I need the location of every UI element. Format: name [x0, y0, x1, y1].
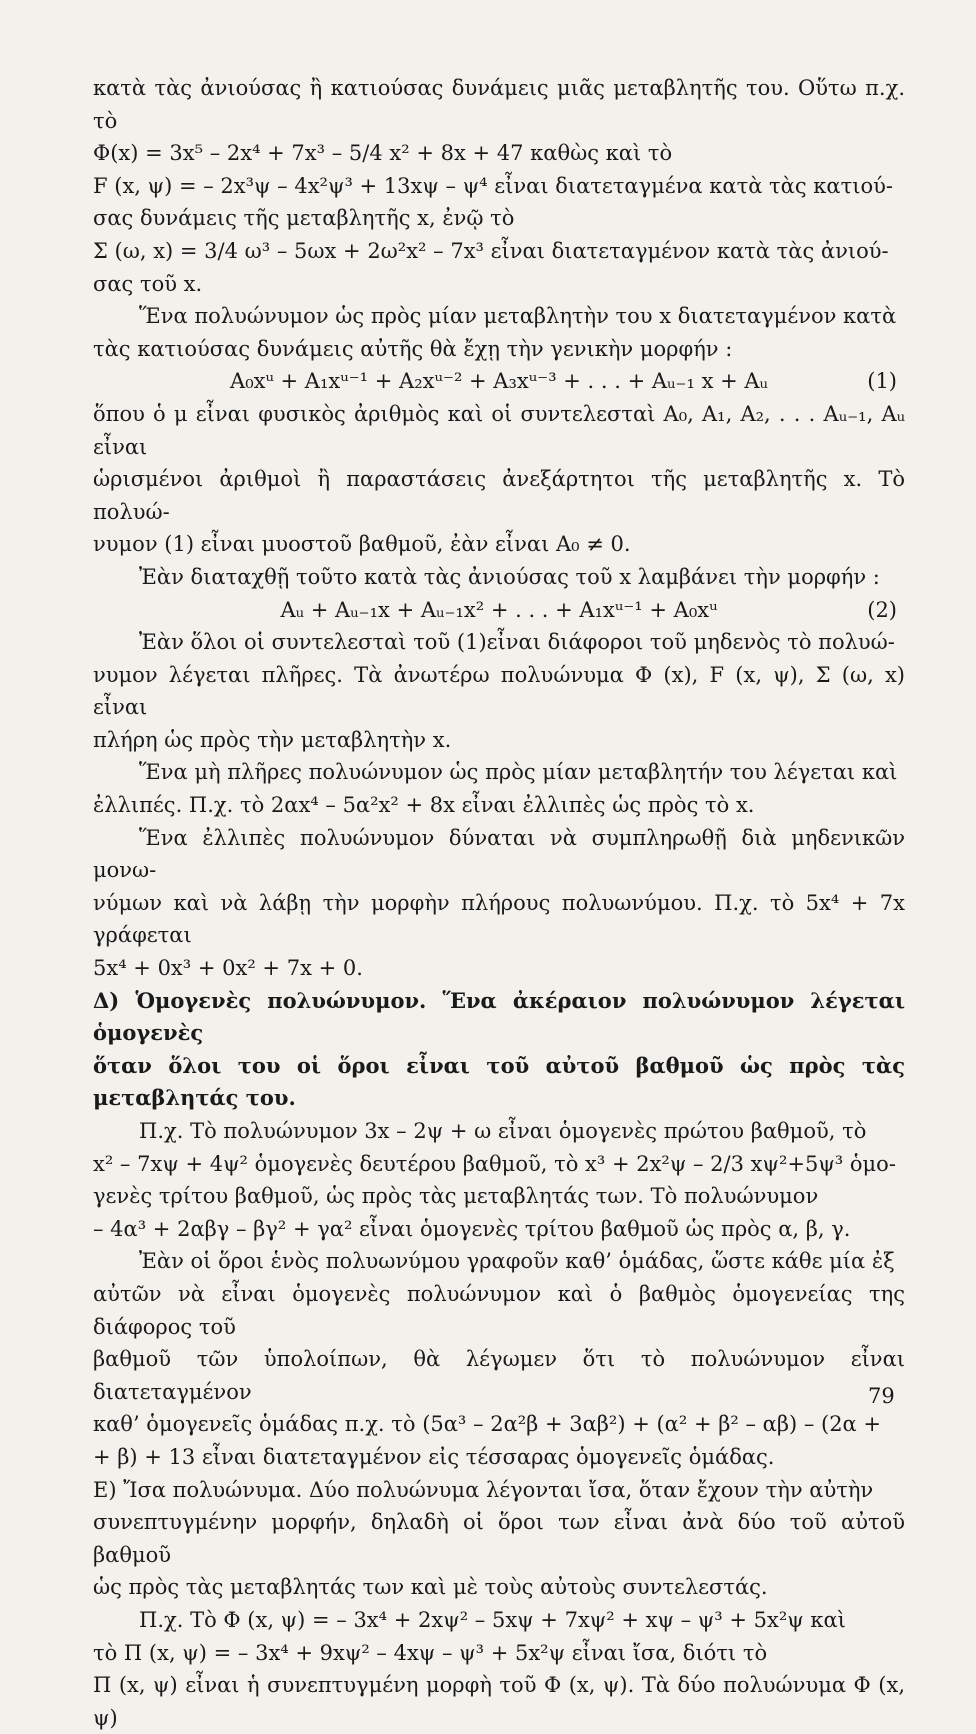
text-line: βαθμοῦ τῶν ὑπολοίπων, θὰ λέγωμεν ὅτι τὸ πολυώνυμον εἶναι διατεταγμένον — [93, 1347, 905, 1404]
text-line: Ἕνα πολυώνυμον ὡς πρὸς μίαν μεταβλητὴν του x διατεταγμένον κατὰ — [139, 304, 897, 329]
text-line: ἐλλιπές. Π.χ. τὸ 2αx⁴ – 5α²x² + 8x εἶναι ἐλλιπὲς ὡς πρὸς τὸ x. — [93, 793, 755, 818]
page-number: 79 — [868, 1384, 895, 1408]
text-line: Ἐὰν ὅλοι οἱ συντελεσταὶ τοῦ (1)εἶναι διάφοροι τοῦ μηδενὸς τὸ πολυώ- — [139, 630, 895, 655]
equation-2 — [93, 594, 905, 627]
text-line: 5x⁴ + 0x³ + 0x² + 7x + 0. — [93, 956, 363, 981]
equation-body: Aᵤ + Aᵤ₋₁x + Aᵤ₋₁x² + . . . + A₁xᵘ⁻¹ + A₀xᵘ — [280, 597, 718, 622]
text-line: ὡρισμένοι ἀριθμοὶ ἢ παραστάσεις ἀνεξάρτητοι τῆς μεταβλητῆς x. Τὸ πολυώ- — [93, 467, 905, 524]
text-line: Π.χ. Τὸ Φ (x, ψ) = – 3x⁴ + 2xψ² – 5xψ + 7xψ² + xψ – ψ³ + 5x²ψ καὶ — [139, 1607, 846, 1632]
text-line: συνεπτυγμένην μορφήν, δηλαδὴ οἱ ὅροι των εἶναι ἀνὰ δύο τοῦ αὐτοῦ βαθμοῦ — [93, 1510, 905, 1567]
text-line: νυμον (1) εἶναι μυοστοῦ βαθμοῦ, ἐὰν εἶναι A₀ ≠ 0. — [93, 532, 631, 557]
text-line: Ἐὰν οἱ ὅροι ἑνὸς πολυωνύμου γραφοῦν καθ’ ὁμάδας, ὥστε κάθε μία ἐξ — [139, 1249, 895, 1274]
equation-number: (1) — [867, 369, 897, 394]
text-line: Ἕνα μὴ πλῆρες πολυώνυμον ὡς πρὸς μίαν μεταβλητήν του λέγεται καὶ — [139, 760, 898, 785]
text-line: τὰς κατιούσας δυνάμεις αὐτῆς θὰ ἔχῃ τὴν γενικὴν μορφήν : — [93, 336, 733, 361]
text-line: – 4α³ + 2αβγ – βγ² + γα² εἶναι ὁμογενὲς τρίτου βαθμοῦ ὡς πρὸς α, β, γ. — [93, 1216, 851, 1241]
equation-1 — [93, 365, 905, 398]
text-line: ὡς πρὸς τὰς μεταβλητάς των καὶ μὲ τοὺς αὐτοὺς συντελεστάς. — [93, 1575, 768, 1600]
text-line: τὸ Π (x, ψ) = – 3x⁴ + 9xψ² – 4xψ – ψ³ + 5x²ψ εἶναι ἴσα, διότι τὸ — [93, 1640, 768, 1665]
section-heading-e: Ε) Ἴσα πολυώνυμα. Δύο πολυώνυμα λέγονται ἴσα, ὅταν ἔχουν τὴν αὐτὴν — [93, 1477, 874, 1502]
text-line: σας τοῦ x. — [93, 271, 203, 296]
text-line: νυμον λέγεται πλῆρες. Τὰ ἀνωτέρω πολυώνυμα Φ (x), F (x, ψ), Σ (ω, x) εἶναι — [93, 662, 905, 720]
text-line: ὅταν ὅλοι του οἱ ὅροι εἶναι τοῦ αὐτοῦ βαθμοῦ ὡς πρὸς τὰς μεταβλητάς του. — [93, 1052, 905, 1111]
text-line: πλήρη ὡς πρὸς τὴν μεταβλητὴν x. — [93, 727, 452, 752]
text-line: Φ(x) = 3x⁵ – 2x⁴ + 7x³ – 5/4 x² + 8x + 47 καθὼς καὶ τὸ — [93, 141, 673, 166]
text-line: Π.χ. Τὸ πολυώνυμον 3x – 2ψ + ω εἶναι ὁμογενὲς πρώτου βαθμοῦ, τὸ — [139, 1119, 867, 1143]
text-line: F (x, ψ) = – 2x³ψ – 4x²ψ³ + 13xψ – ψ⁴ εἶναι διατεταγμένα κατὰ τὰς κατιού- — [93, 173, 893, 198]
text-line: + β) + 13 εἶναι διατεταγμένον εἰς τέσσαρας ὁμογενεῖς ὁμάδας. — [93, 1444, 775, 1469]
text-line: Ἕνα ἐλλιπὲς πολυώνυμον δύναται νὰ συμπληρωθῇ διὰ μηδενικῶν μονω- — [93, 825, 905, 883]
text-line: καθ’ ὁμογενεῖς ὁμάδας π.χ. τὸ (5α³ – 2α²β + 3αβ²) + (α² + β² – αβ) – (2α + — [93, 1412, 882, 1437]
text-line: νύμων καὶ νὰ λάβῃ τὴν μορφὴν πλήρους πολυωνύμου. Π.χ. τὸ 5x⁴ + 7x γράφεται — [93, 890, 905, 948]
text-line: x² – 7xψ + 4ψ² ὁμογενὲς δευτέρου βαθμοῦ, τὸ x³ + 2x²ψ – 2/3 xψ²+5ψ³ ὁμο- — [93, 1151, 896, 1176]
section-heading-d: Δ) Ὁμογενὲς πολυώνυμον. Ἕνα ἀκέραιον πολυώνυμον λέγεται ὁμογενὲς — [93, 987, 905, 1046]
text-line: Σ (ω, x) = 3/4 ω³ – 5ωx + 2ω²x² – 7x³ εἶναι διατεταγμένον κατὰ τὰς ἀνιού- — [93, 238, 889, 263]
equation-body: A₀xᵘ + A₁xᵘ⁻¹ + A₂xᵘ⁻² + A₃xᵘ⁻³ + . . . + Aᵤ₋₁ x + Aᵤ — [230, 369, 768, 394]
text-line: Π (x, ψ) εἶναι ἡ συνεπτυγμένη μορφὴ τοῦ Φ (x, ψ). Τὰ δύο πολυώνυμα Φ (x, ψ) — [93, 1673, 905, 1730]
text-line: σας δυνάμεις τῆς μεταβλητῆς x, ἐνῷ τὸ — [93, 206, 515, 231]
text-line: κατὰ τὰς ἀνιούσας ἢ κατιούσας δυνάμεις μιᾶς μεταβλητῆς του. Οὕτω π.χ. τὸ — [93, 76, 905, 133]
text-line: Ἐὰν διαταχθῇ τοῦτο κατὰ τὰς ἀνιούσας τοῦ x λαμβάνει τὴν μορφήν : — [139, 564, 880, 589]
text-line: γενὲς τρίτου βαθμοῦ, ὡς πρὸς τὰς μεταβλητάς των. Τὸ πολυώνυμον — [93, 1184, 819, 1209]
text-line: αὐτῶν νὰ εἶναι ὁμογενὲς πολυώνυμον καὶ ὁ βαθμὸς ὁμογενείας της διάφορος τοῦ — [93, 1281, 905, 1339]
text-line: ὅπου ὁ μ εἶναι φυσικὸς ἀριθμὸς καὶ οἱ συντελεσταὶ A₀, A₁, A₂, . . . Aᵤ₋₁, Aᵤ εἶναι — [93, 401, 905, 459]
page-text — [93, 72, 905, 1734]
equation-number: (2) — [867, 597, 897, 622]
